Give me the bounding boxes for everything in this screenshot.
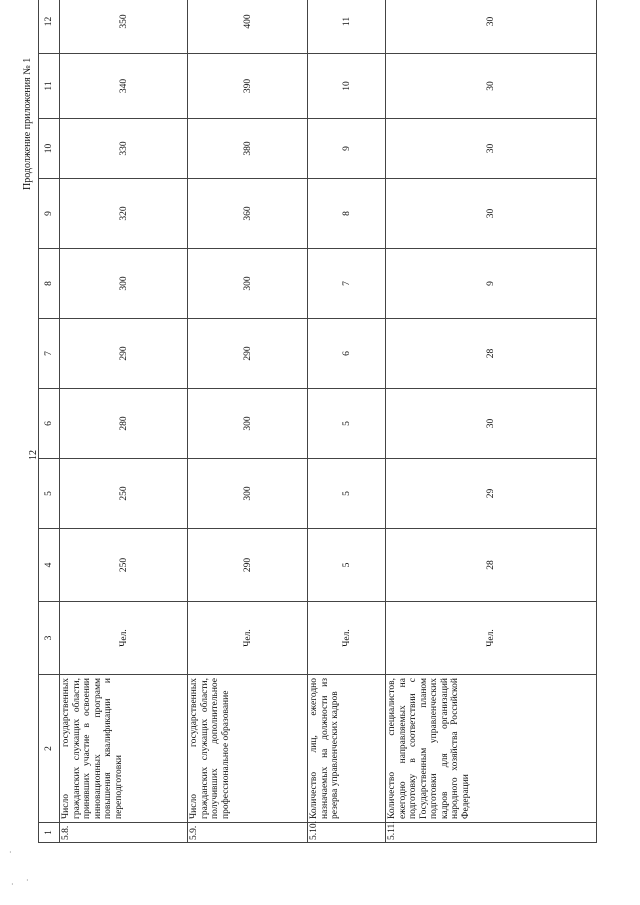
table-row — [60, 0, 188, 843]
value-cell: 28 — [386, 319, 597, 389]
indicator-description: Количество лиц, ежегодно назначаемых на должности из резерва управленческих кадров — [308, 675, 386, 823]
value-cell: 350 — [60, 0, 188, 54]
table-row — [188, 0, 308, 843]
value-cell: 30 — [386, 389, 597, 459]
indicator-description: Число государственных гражданских служащих области, получивших дополнительное профессиональное образование — [188, 675, 308, 823]
value-cell: 390 — [188, 54, 308, 119]
value-cell: 28 — [386, 529, 597, 602]
row-number: 5.10. — [308, 823, 386, 843]
value-cell: 29 — [386, 459, 597, 529]
value-cell: 290 — [188, 319, 308, 389]
value-cell: 360 — [188, 179, 308, 249]
value-cell: 9 — [386, 249, 597, 319]
indicator-description: Число государственных гражданских служащих области, принявших участие в освоении инновационных программ повышения квалификации и переподготовки — [60, 675, 188, 823]
value-cell: 11 — [308, 0, 386, 54]
value-cell: 250 — [60, 459, 188, 529]
table-row — [308, 0, 386, 843]
header-cell: 11 — [39, 54, 60, 119]
header-cell: 2 — [39, 675, 60, 823]
scan-speck: · — [26, 876, 29, 885]
indicator-description: Количество специалистов, ежегодно направляемых на подготовку в соответствии с Государственным планом подготовки управленческих кадров для организаций народного хозяйства Российской Федерации — [386, 675, 597, 823]
value-cell: 6 — [308, 319, 386, 389]
header-cell: 7 — [39, 319, 60, 389]
value-cell: 300 — [60, 249, 188, 319]
value-cell: 320 — [60, 179, 188, 249]
value-cell: 30 — [386, 54, 597, 119]
value-cell: 30 — [386, 119, 597, 179]
value-cell: 5 — [308, 529, 386, 602]
header-cell: 9 — [39, 179, 60, 249]
value-cell: 300 — [188, 389, 308, 459]
value-cell: 280 — [60, 389, 188, 459]
value-cell: 330 — [60, 119, 188, 179]
header-cell: 8 — [39, 249, 60, 319]
unit-cell: Чел. — [60, 602, 188, 675]
header-cell: 12 — [39, 0, 60, 54]
value-cell: 300 — [188, 249, 308, 319]
unit-cell: Чел. — [386, 602, 597, 675]
value-cell: 9 — [308, 119, 386, 179]
value-cell: 30 — [386, 0, 597, 54]
header-cell: 4 — [39, 529, 60, 602]
value-cell: 290 — [60, 319, 188, 389]
indicators-table — [38, 0, 597, 843]
page-number: 12 — [28, 450, 39, 460]
row-number: 5.11. — [386, 823, 597, 843]
scan-speck: · — [9, 848, 12, 857]
value-cell: 30 — [386, 179, 597, 249]
header-cell: 3 — [39, 602, 60, 675]
value-cell: 7 — [308, 249, 386, 319]
value-cell: 10 — [308, 54, 386, 119]
value-cell: 340 — [60, 54, 188, 119]
row-number: 5.9. — [188, 823, 308, 843]
unit-cell: Чел. — [188, 602, 308, 675]
header-cell: 10 — [39, 119, 60, 179]
value-cell: 300 — [188, 459, 308, 529]
scan-speck: · — [11, 880, 14, 889]
header-cell: 1 — [39, 823, 60, 843]
value-cell: 5 — [308, 389, 386, 459]
value-cell: 290 — [188, 529, 308, 602]
value-cell: 250 — [60, 529, 188, 602]
value-cell: 380 — [188, 119, 308, 179]
value-cell: 8 — [308, 179, 386, 249]
header-cell: 6 — [39, 389, 60, 459]
header-row — [39, 0, 60, 843]
appendix-caption: Продолжение приложения № 1 — [22, 57, 33, 190]
table-row — [386, 0, 597, 843]
unit-cell: Чел. — [308, 602, 386, 675]
value-cell: 5 — [308, 459, 386, 529]
value-cell: 400 — [188, 0, 308, 54]
row-number: 5.8. — [60, 823, 188, 843]
header-cell: 5 — [39, 459, 60, 529]
